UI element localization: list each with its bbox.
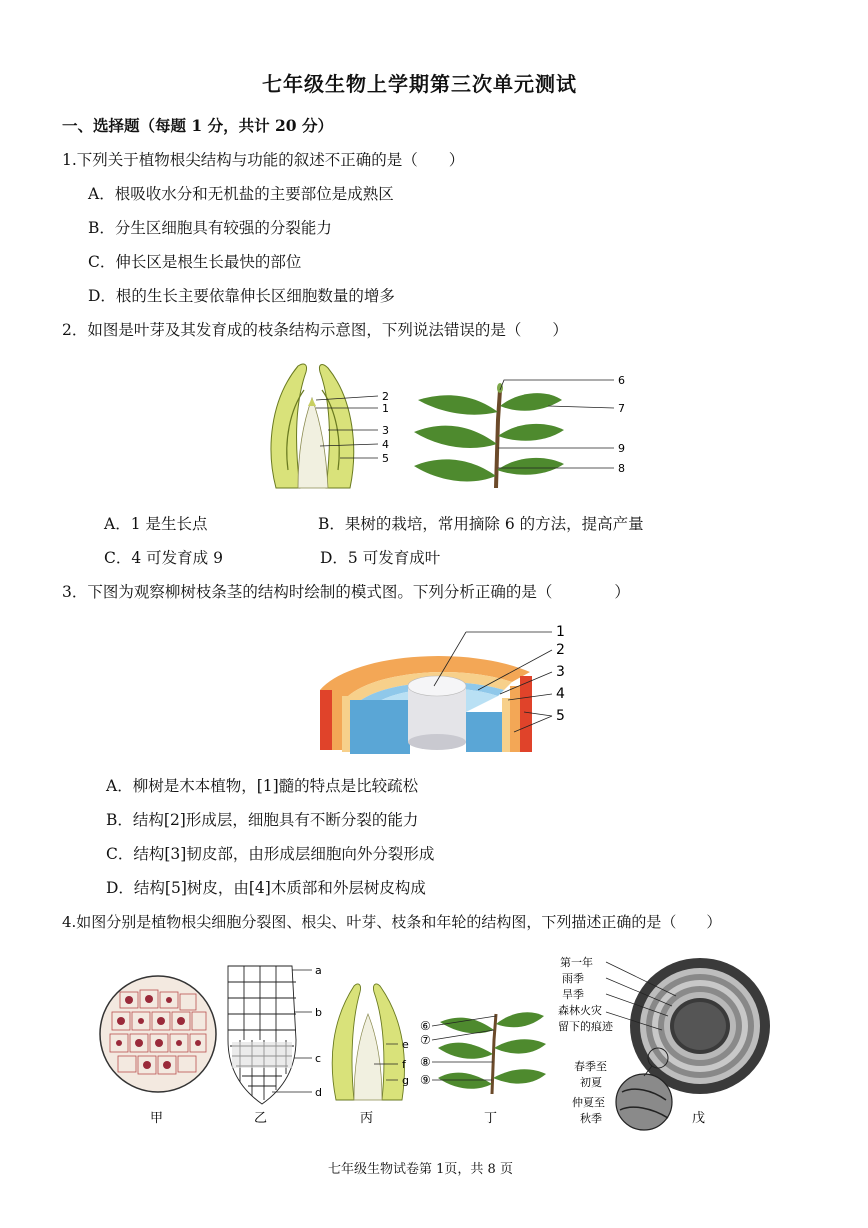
- section-heading: 一、选择题（每题 1 分，共计 20 分）: [62, 116, 333, 135]
- q3-label-3: 3: [556, 664, 565, 680]
- q4-zoom-label-midsummer: 仲夏至: [572, 1096, 605, 1109]
- q2-bud-label-5: 5: [382, 452, 389, 465]
- q2-branch-label-8: 8: [618, 462, 625, 475]
- fig-wu-tree-rings: [616, 958, 770, 1130]
- q4-bud-label-e: e: [402, 1038, 409, 1051]
- q2-option-b: B．果树的栽培，常用摘除 6 的方法，提高产量: [318, 515, 644, 533]
- q4-ring-label-rainy: 雨季: [562, 972, 584, 985]
- leaf-bud-drawing: [271, 364, 354, 488]
- q4-zoom-label-spring: 春季至: [574, 1060, 607, 1073]
- q3-option-d: D．结构[5]树皮，由[4]木质部和外层树皮构成: [106, 879, 426, 897]
- q4-branch-label-8: ⑧: [420, 1055, 431, 1069]
- q2-option-a: A．1 是生长点: [104, 515, 208, 533]
- q2-branch-label-7: 7: [618, 402, 625, 415]
- fig-name-bing: 丙: [360, 1111, 374, 1126]
- q3-label-5: 5: [556, 708, 565, 724]
- q4-root-label-a: a: [315, 964, 322, 977]
- q1-option-d: D．根的生长主要依靠伸长区细胞数量的增多: [88, 287, 395, 305]
- question-1-stem: 1.下列关于植物根尖结构与功能的叙述不正确的是（ ）: [62, 151, 465, 169]
- q4-zoom-label-autumn: 秋季: [580, 1112, 602, 1125]
- q4-zoom-label-early-summer: 初夏: [580, 1076, 602, 1089]
- q2-bud-label-1: 1: [382, 402, 389, 415]
- fig-bing-leaf-bud: [332, 984, 404, 1100]
- question-3-stem: 3．下图为观察柳树枝条茎的结构时绘制的模式图。下列分析正确的是（ ）: [62, 583, 630, 601]
- q1-option-b: B．分生区细胞具有较强的分裂能力: [88, 219, 332, 237]
- q3-label-2: 2: [556, 642, 565, 658]
- fig-name-ding: 丁: [484, 1111, 498, 1126]
- q4-bud-label-f: f: [402, 1058, 406, 1071]
- q3-option-a: A．柳树是木本植物，[1]髓的特点是比较疏松: [106, 777, 419, 795]
- fig-name-jia: 甲: [150, 1111, 164, 1126]
- fig-ding-branch: [438, 1012, 546, 1094]
- q4-root-label-c: c: [315, 1052, 322, 1065]
- q1-option-c: C．伸长区是根生长最快的部位: [88, 253, 302, 271]
- q1-option-a: A．根吸收水分和无机盐的主要部位是成熟区: [88, 185, 394, 203]
- q4-branch-label-6: ⑥: [420, 1019, 431, 1033]
- q4-ring-label-fire: 森林火灾: [558, 1004, 602, 1017]
- q2-bud-branch-figure: [258, 360, 628, 492]
- fig-name-yi: 乙: [254, 1111, 268, 1126]
- page-footer: 七年级生物试卷第 1页，共 8 页: [328, 1162, 513, 1177]
- q3-stem-structure-figure: [316, 620, 576, 756]
- q4-root-label-d: d: [315, 1086, 322, 1099]
- branch-drawing: [414, 383, 564, 488]
- q4-ring-label-trace: 留下的痕迹: [558, 1020, 613, 1033]
- fig-yi-root-tip: [228, 966, 296, 1104]
- q4-root-label-b: b: [315, 1006, 322, 1019]
- q2-option-d: D．5 可发育成叶: [320, 549, 441, 567]
- q2-bud-label-3: 3: [382, 424, 389, 437]
- q2-branch-label-6: 6: [618, 374, 625, 387]
- q2-option-c: C．4 可发育成 9: [104, 549, 223, 567]
- q4-branch-label-7: ⑦: [420, 1033, 431, 1047]
- q2-bud-label-2: 2: [382, 390, 389, 403]
- page-title: 七年级生物上学期第三次单元测试: [262, 72, 577, 96]
- question-2-stem: 2．如图是叶芽及其发育成的枝条结构示意图，下列说法错误的是（ ）: [62, 321, 568, 339]
- stem-cross-section-drawing: [320, 656, 532, 754]
- q4-branch-label-9: ⑨: [420, 1073, 431, 1087]
- question-4-stem: 4.如图分别是植物根尖细胞分裂图、根尖、叶芽、枝条和年轮的结构图，下列描述正确的是（ ）: [62, 913, 722, 931]
- fig-jia-cell-division: [100, 976, 216, 1092]
- q4-ring-label-first-year: 第一年: [560, 956, 593, 969]
- q2-branch-label-9: 9: [618, 442, 625, 455]
- q4-ring-label-dry: 旱季: [562, 988, 584, 1001]
- q3-label-1: 1: [556, 624, 565, 640]
- q4-bud-label-g: g: [402, 1074, 409, 1087]
- q3-label-4: 4: [556, 686, 565, 702]
- q3-option-c: C．结构[3]韧皮部，由形成层细胞向外分裂形成: [106, 845, 435, 863]
- q4-composite-figure: [96, 950, 776, 1136]
- q3-option-b: B．结构[2]形成层，细胞具有不断分裂的能力: [106, 811, 419, 829]
- fig-name-wu: 戊: [692, 1111, 706, 1126]
- q2-bud-label-4: 4: [382, 438, 389, 451]
